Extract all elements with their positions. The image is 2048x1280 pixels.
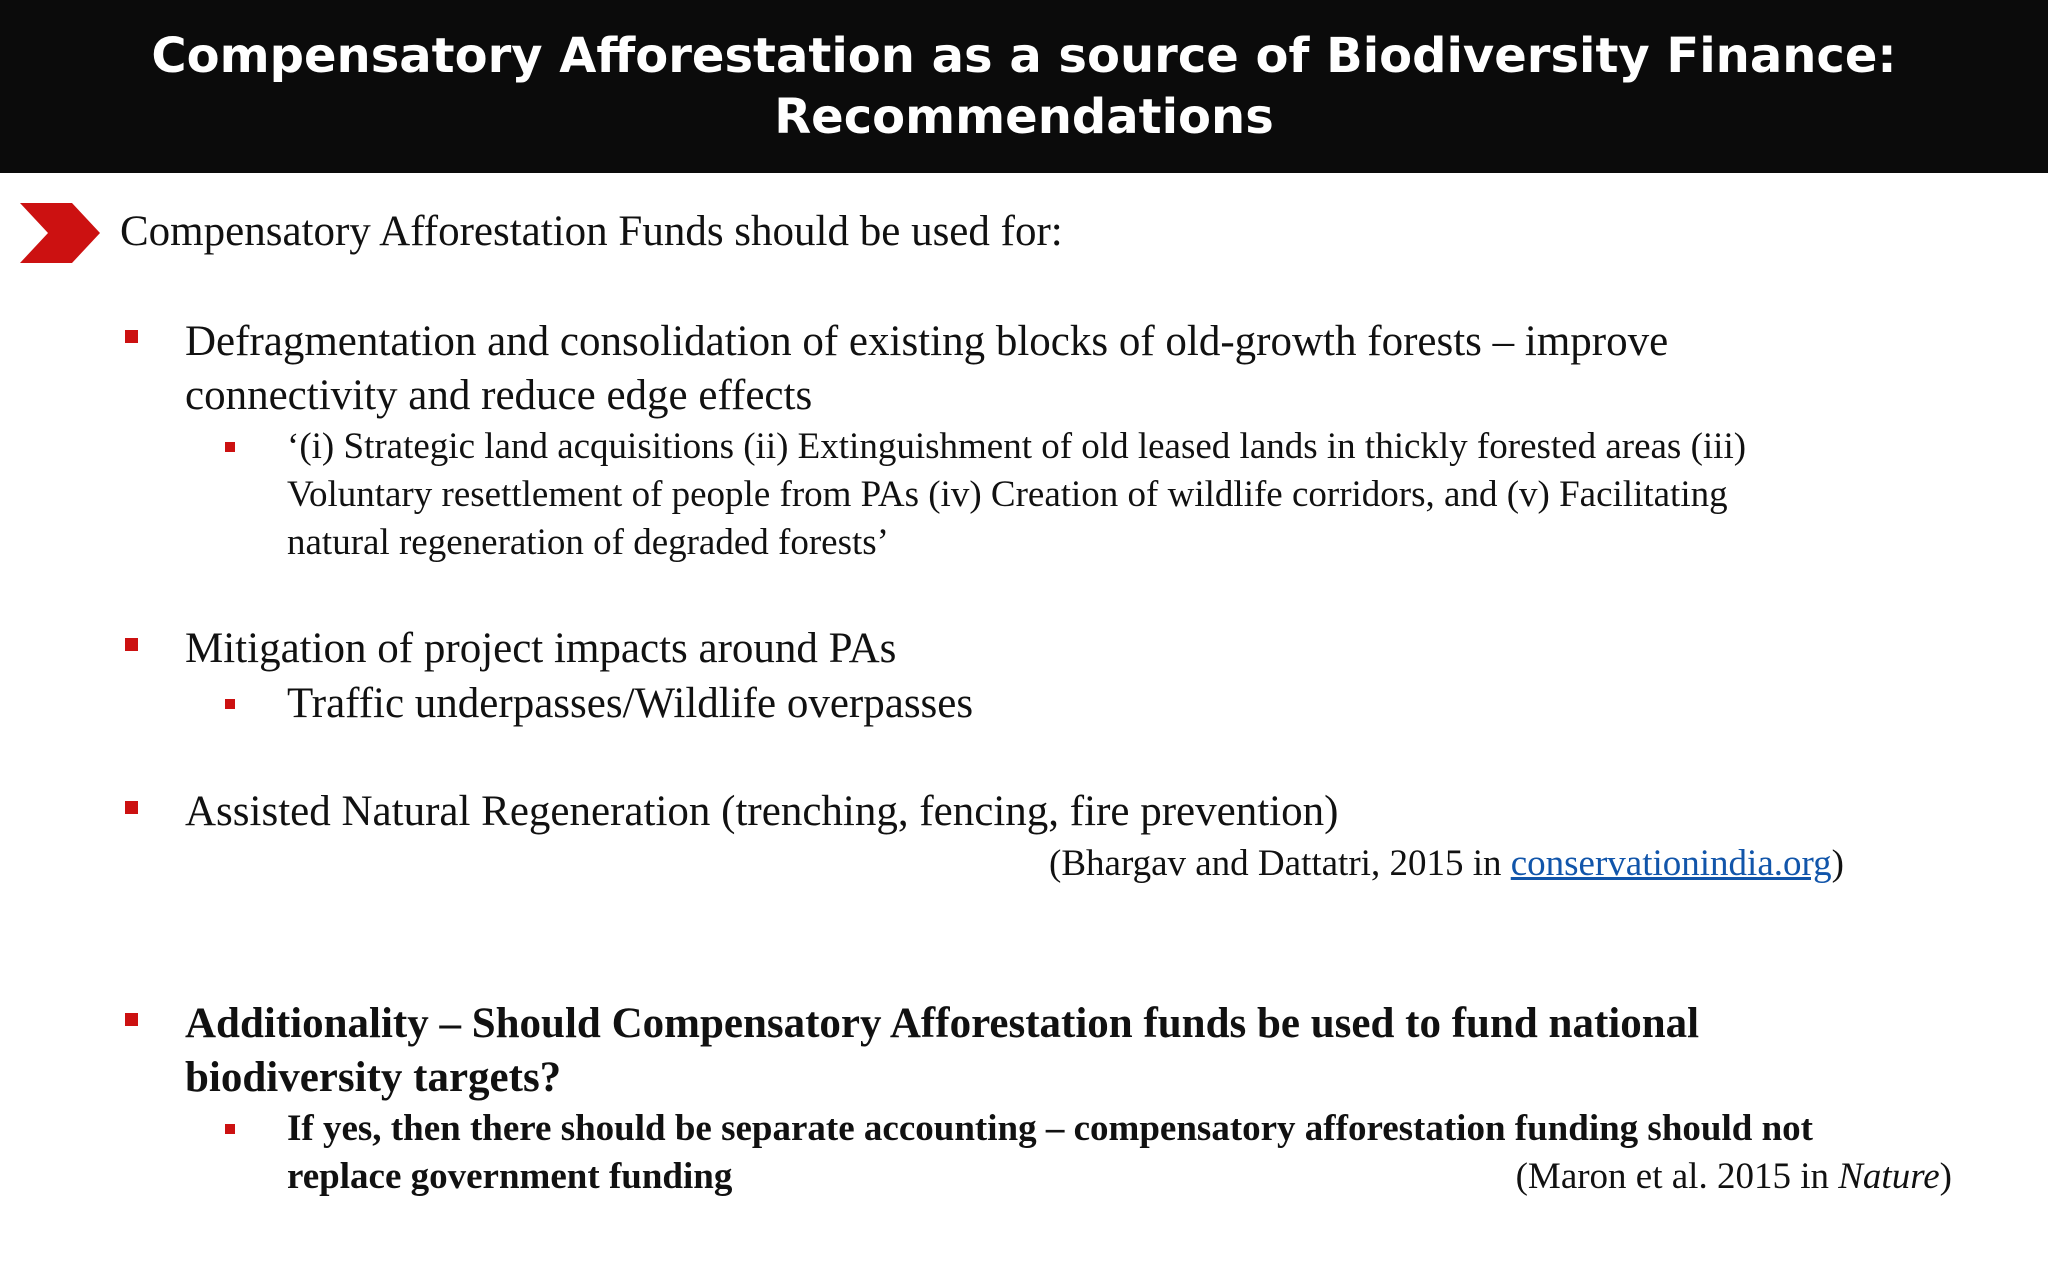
citation-journal: Nature [1838,1156,1940,1197]
slide-title-line-2: Recommendations [774,88,1274,145]
citation-prefix: (Maron et al. 2015 in [1515,1156,1839,1197]
square-bullet-icon [125,638,138,651]
slide-title-line-1: Compensatory Afforestation as a source of Biodiversity Finance: [151,27,1897,84]
citation-maron [1516,1153,1952,1201]
item-4-line-1: Additionality – Should Compensatory Afforestation funds be used to fund national [185,1000,1700,1047]
item-4-sub-line-1: If yes, then there should be separate accounting – compensatory afforestation funding should not [287,1108,1813,1149]
item-4-line-2: biodiversity targets? [185,1054,562,1101]
item-1-sub-line-3: natural regeneration of degraded forests’ [287,522,889,563]
square-bullet-icon [225,1124,235,1134]
item-3-line-1: Assisted Natural Regeneration (trenching, fencing, fire prevention) [185,788,1339,835]
chevron-right-icon [20,203,100,263]
citation-suffix: ) [1831,843,1844,884]
citation-prefix: (Bhargav and Dattatri, 2015 in [1049,843,1511,884]
item-1-sub-line-2: Voluntary resettlement of people from PAs (iv) Creation of wildlife corridors, and (v) Facilitating [287,474,1728,515]
item-1-line-1: Defragmentation and consolidation of existing blocks of old-growth forests – improve [185,318,1669,365]
square-bullet-icon [125,801,138,814]
intro-text: Compensatory Afforestation Funds should be used for: [120,208,1063,255]
square-bullet-icon [225,699,235,709]
conservationindia-link[interactable]: conservationindia.org [1510,843,1832,884]
item-4-sub-line-2: replace government funding [287,1156,733,1197]
square-bullet-icon [125,330,138,343]
slide-header [0,0,2048,173]
citation-bhargav [1049,840,1844,888]
item-2-line-1: Mitigation of project impacts around PAs [185,625,897,672]
square-bullet-icon [125,1013,138,1026]
item-1-sub-line-1: ‘(i) Strategic land acquisitions (ii) Extinguishment of old leased lands in thickly forested areas (iii) [287,426,1747,467]
citation-suffix: ) [1939,1156,1952,1197]
item-2-sub-line-1: Traffic underpasses/Wildlife overpasses [287,680,974,727]
item-1-line-2: connectivity and reduce edge effects [185,372,813,419]
square-bullet-icon [225,442,235,452]
